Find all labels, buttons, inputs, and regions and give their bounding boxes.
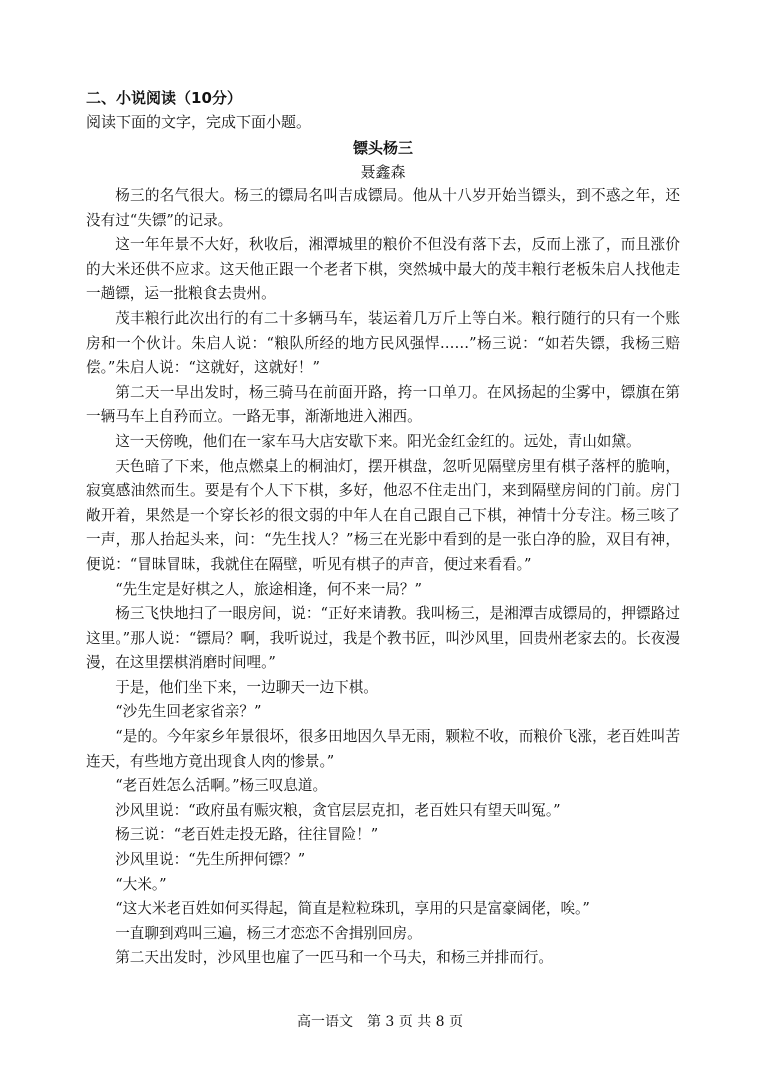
paragraph-9: 于是，他们坐下来，一边聊天一边下棋。 — [115, 678, 378, 696]
paragraph-17: “这大米老百姓如何买得起，简直是粒粒珠玑，享用的只是富豪阔佬，唉。” — [115, 900, 590, 918]
instruction-text: 阅读下面的文字，完成下面小题。 — [86, 113, 312, 131]
page-content — [86, 86, 680, 971]
section-title: 二、小说阅读（10分） — [86, 89, 242, 107]
story-title: 镖头杨三 — [352, 139, 413, 157]
page-footer: 高一语文 第 3 页 共 8 页 — [296, 1014, 464, 1030]
paragraph-1: 杨三的名气很大。杨三的镖局名叫吉成镖局。他从十八岁开始当镖头，到不惑之年，还没有过“失镖”的记录。 — [86, 187, 680, 229]
paragraph-16: “大米。” — [115, 875, 167, 893]
paragraph-6: 天色暗了下来，他点燃桌上的桐油灯，摆开棋盘，忽听见隔壁房里有棋子落枰的脆响，寂寞感油然而生。要是有个人下下棋，多好，他忍不住走出门，来到隔壁房间的门前。房门敞开着，果然是一个穿长衫的很文弱的中年人在自己跟自己下棋，神情十分专注。杨三咳了一声，那人抬起头来，问：“先生找人？”杨三在光影中看到的是一张白净的脸，双目有神，便说：“冒昧冒昧，我就住在隔壁，听见有棋子的声音，便过来看看。” — [86, 457, 680, 573]
paragraph-19: 第二天出发时，沙风里也雇了一匹马和一个马夫，和杨三并排而行。 — [115, 949, 554, 967]
paragraph-11: “是的。今年家乡年景很坏，很多田地因久旱无雨，颗粒不收，而粮价飞涨，老百姓叫苦连天，有些地方竟出现食人肉的惨景。” — [86, 728, 680, 770]
paragraph-15: 沙风里说：“先生所押何镖？” — [115, 851, 306, 869]
paragraph-14: 杨三说：“老百姓走投无路，往往冒险！” — [115, 826, 379, 844]
paragraph-3: 茂丰粮行此次出行的有二十多辆马车，装运着几万斤上等白米。粮行随行的只有一个账房和一个伙计。朱启人说：“粮队所经的地方民风强悍……”杨三说：“如若失镖，我杨三赔偿。”朱启人说：“这就好，这就好！” — [86, 309, 680, 377]
paragraph-4: 第二天一早出发时，杨三骑马在前面开路，挎一口单刀。在风扬起的尘雾中，镖旗在第一辆马车上自矜而立。一路无事，渐渐地进入湘西。 — [86, 383, 680, 426]
paragraph-8: 杨三飞快地扫了一眼房间，说：“正好来请教。我叫杨三，是湘潭吉成镖局的，押镖路过这里。”那人说：“镖局？啊，我听说过，我是个教书匠，叫沙风里，回贵州老家去的。长夜漫漫，在这里摆棋消磨时间哩。” — [86, 605, 680, 672]
paragraph-18: 一直聊到鸡叫三遍，杨三才恋恋不舍揖别回房。 — [115, 924, 422, 942]
paragraph-13: 沙风里说：“政府虽有赈灾粮，贪官层层克扣，老百姓只有望天叫冤。” — [115, 801, 561, 819]
paragraph-5: 这一天傍晚，他们在一家车马大店安歇下来。阳光金红金红的。远处，青山如黛。 — [115, 432, 641, 450]
paragraph-12: “老百姓怎么活啊。”杨三叹息道。 — [115, 777, 328, 795]
paragraph-2: 这一年年景不大好，秋收后，湘潭城里的粮价不但没有落下去，反而上涨了，而且涨价的大米还供不应求。这天他正跟一个老者下棋，突然城中最大的茂丰粮行老板朱启人找他走一趟镖，运一批粮食去贵州。 — [86, 236, 680, 303]
paragraph-10: “沙先生回老家省亲？” — [115, 703, 262, 721]
story-author: 聂鑫森 — [360, 163, 406, 181]
paragraph-7: “先生定是好棋之人，旅途相逢，何不来一局？” — [115, 580, 422, 598]
